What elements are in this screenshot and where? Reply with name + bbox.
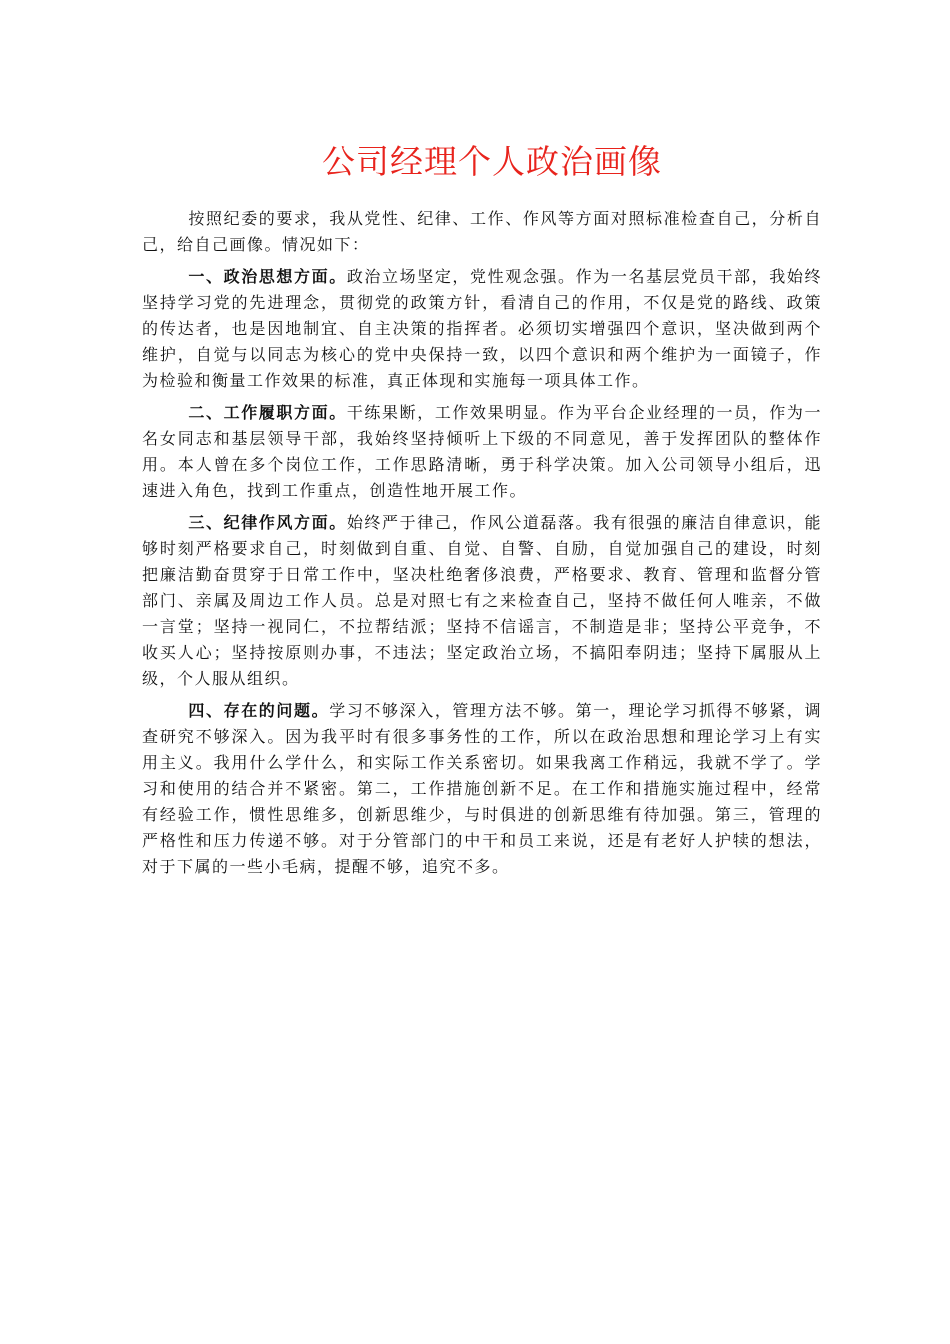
section-work-performance	[142, 400, 822, 504]
intro-paragraph: 按照纪委的要求，我从党性、纪律、工作、作风等方面对照标准检查自己，分析自己，给自己画像。情况如下：	[142, 209, 822, 254]
section-political-thought	[142, 264, 822, 394]
section-heading: 三、纪律作风方面。	[188, 513, 347, 532]
section-heading: 一、政治思想方面。	[188, 267, 347, 286]
section-existing-problems	[142, 698, 822, 880]
section-discipline-conduct	[142, 510, 822, 692]
section-body: 学习不够深入，管理方法不够。第一，理论学习抓得不够紧，调查研究不够深入。因为我平时有很多事务性的工作，所以在政治思想和理论学习上有实用主义。我用什么学什么，和实际工作关系密切。如果我离工作稍远，我就不学了。学习和使用的结合并不紧密。第二，工作措施创新不足。在工作和措施实施过程中，经常有经验工作，惯性思维多，创新思维少，与时俱进的创新思维有待加强。第三，管理的严格性和压力传递不够。对于分管部门的中干和员工来说，还是有老好人护犊的想法，对于下属的一些小毛病，提醒不够，追究不多。	[142, 701, 822, 876]
section-body: 始终严于律己，作风公道磊落。我有很强的廉洁自律意识，能够时刻严格要求自己，时刻做到自重、自觉、自警、自励，自觉加强自己的建设，时刻把廉洁勤奋贯穿于日常工作中，坚决杜绝奢侈浪费，严格要求、教育、管理和监督分管部门、亲属及周边工作人员。总是对照七有之来检查自己，坚持不做任何人唯亲，不做一言堂；坚持一视同仁，不拉帮结派；坚持不信谣言，不制造是非；坚持公平竞争，不收买人心；坚持按原则办事，不违法；坚定政治立场，不搞阳奉阴违；坚持下属服从上级，个人服从组织。	[142, 513, 822, 688]
document-body	[142, 140, 822, 886]
section-body: 政治立场坚定，党性观念强。作为一名基层党员干部，我始终坚持学习党的先进理念，贯彻党的政策方针，看清自己的作用，不仅是党的路线、政策的传达者，也是因地制宜、自主决策的指挥者。必须切实增强四个意识，坚决做到两个维护，自觉与以同志为核心的党中央保持一致，以四个意识和两个维护为一面镜子，作为检验和衡量工作效果的标准，真正体现和实施每一项具体工作。	[142, 267, 822, 390]
section-heading: 二、工作履职方面。	[188, 403, 347, 422]
section-body: 干练果断，工作效果明显。作为平台企业经理的一员，作为一名女同志和基层领导干部，我始终坚持倾听上下级的不同意见，善于发挥团队的整体作用。本人曾在多个岗位工作，工作思路清晰，勇于科学决策。加入公司领导小组后，迅速进入角色，找到工作重点，创造性地开展工作。	[142, 403, 822, 500]
section-heading: 四、存在的问题。	[188, 701, 330, 720]
document-title: 公司经理个人政治画像	[322, 142, 662, 181]
